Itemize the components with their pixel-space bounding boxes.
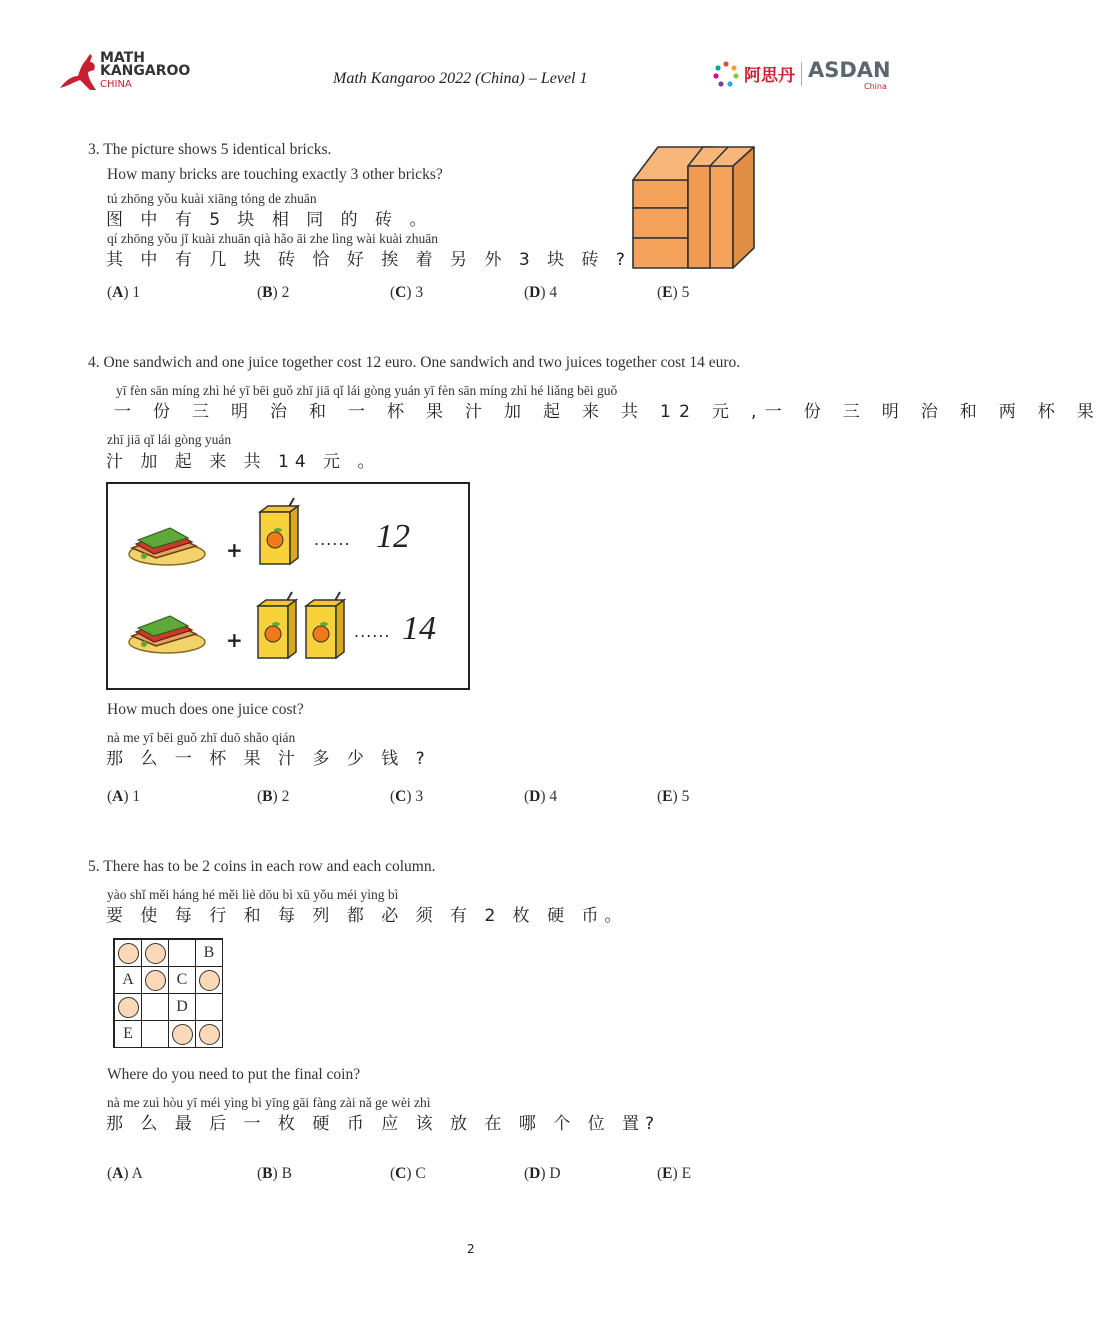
grid-cell-label: E bbox=[114, 1020, 142, 1048]
q5-text: 5. There has to be 2 coins in each row and each column. bbox=[88, 858, 436, 875]
q4-chinese-2: 汁 加 起 来 共 14 元 。 bbox=[106, 452, 381, 472]
q5-option-b[interactable]: (B) B bbox=[257, 1165, 292, 1182]
grid-cell bbox=[168, 939, 196, 967]
price-row-1: 12 bbox=[376, 518, 410, 555]
brick bbox=[633, 208, 688, 238]
juice-box-icon bbox=[256, 498, 302, 568]
q5-option-a[interactable]: (A) A bbox=[107, 1165, 143, 1182]
q4-chinese-1: 一 份 三 明 治 和 一 杯 果 汁 加 起 来 共 12 元 ,一 份 三 明 治 和 两 杯 果 bbox=[114, 402, 1102, 422]
logo-text-kangaroo: KANGAROO bbox=[100, 63, 191, 79]
q4-pinyin-1: yī fèn sān míng zhì hé yī bēi guǒ zhī jiā qǐ lái gòng yuán yī fèn sān míng zhì hé liǎng bēi guǒ bbox=[116, 383, 618, 398]
q5-option-d[interactable]: (D) D bbox=[524, 1165, 561, 1182]
q4-option-e[interactable]: (E) 5 bbox=[657, 788, 690, 805]
q3-text: 3. The picture shows 5 identical bricks. bbox=[88, 141, 332, 158]
grid-cell bbox=[114, 939, 142, 967]
grid-cell bbox=[141, 966, 169, 994]
q3-pinyin-1: tú zhōng yǒu kuài xiāng tóng de zhuān bbox=[107, 191, 317, 206]
q3-option-a[interactable]: (A) 1 bbox=[107, 284, 141, 301]
q5-question: Where do you need to put the final coin? bbox=[107, 1066, 361, 1083]
brick bbox=[633, 180, 688, 208]
coin-icon bbox=[199, 1024, 220, 1045]
q5-option-e[interactable]: (E) E bbox=[657, 1165, 692, 1182]
math-kangaroo-logo bbox=[52, 50, 192, 94]
q5-option-c[interactable]: (C) C bbox=[390, 1165, 426, 1182]
q5-chinese-2: 那 么 最 后 一 枚 硬 币 应 该 放 在 哪 个 位 置? bbox=[106, 1114, 661, 1134]
page-header-title: Math Kangaroo 2022 (China) – Level 1 bbox=[333, 70, 588, 87]
logo-text-china: CHINA bbox=[100, 79, 132, 90]
q5-chinese-1: 要 使 每 行 和 每 列 都 必 须 有 2 枚 硬 币。 bbox=[106, 906, 628, 926]
dots-row-2: ...... bbox=[354, 622, 391, 641]
brick bbox=[688, 166, 710, 268]
q4-option-b[interactable]: (B) 2 bbox=[257, 788, 290, 805]
juice-box-icon bbox=[302, 592, 348, 662]
q4-option-a[interactable]: (A) 1 bbox=[107, 788, 141, 805]
asdan-flower-icon bbox=[712, 60, 740, 88]
plus-sign: + bbox=[226, 628, 243, 652]
asdan-logo bbox=[712, 58, 892, 94]
grid-cell bbox=[141, 993, 169, 1021]
q3-option-e[interactable]: (E) 5 bbox=[657, 284, 690, 301]
q3-option-c[interactable]: (C) 3 bbox=[390, 284, 424, 301]
coin-icon bbox=[172, 1024, 193, 1045]
price-row-2: 14 bbox=[402, 610, 436, 647]
logo-text-math: MATH bbox=[100, 50, 145, 66]
grid-cell bbox=[195, 993, 223, 1021]
q4-option-c[interactable]: (C) 3 bbox=[390, 788, 424, 805]
q4-chinese-3: 那 么 一 杯 果 汁 多 少 钱 ? bbox=[106, 749, 431, 769]
q3-chinese-1: 图 中 有 5 块 相 同 的 砖 。 bbox=[106, 210, 433, 230]
brick bbox=[633, 238, 688, 268]
q5-pinyin-1: yào shǐ měi háng hé měi liè dōu bì xū yǒu méi yìng bì bbox=[107, 887, 399, 902]
plus-sign: + bbox=[226, 538, 243, 562]
coin-grid bbox=[113, 938, 223, 1048]
q4-text: 4. One sandwich and one juice together cost 12 euro. One sandwich and two juices together cost 14 euro. bbox=[88, 354, 741, 371]
asdan-logo-en: ASDAN bbox=[808, 58, 891, 82]
coin-icon bbox=[145, 943, 166, 964]
grid-cell bbox=[195, 966, 223, 994]
q3-option-b[interactable]: (B) 2 bbox=[257, 284, 290, 301]
asdan-logo-sub: China bbox=[864, 82, 887, 91]
page-number: 2 bbox=[467, 1242, 475, 1256]
asdan-logo-cn: 阿思丹 bbox=[744, 66, 795, 86]
juice-box-icon bbox=[254, 592, 300, 662]
q4-option-d[interactable]: (D) 4 bbox=[524, 788, 558, 805]
q3-option-d[interactable]: (D) 4 bbox=[524, 284, 558, 301]
grid-cell bbox=[141, 1020, 169, 1048]
q4-pinyin-2: zhī jiā qǐ lái gòng yuán bbox=[107, 432, 232, 447]
q5-pinyin-2: nà me zuì hòu yī méi yìng bì yīng gāi fàng zài nǎ ge wèi zhì bbox=[107, 1095, 431, 1110]
grid-cell-label: C bbox=[168, 966, 196, 994]
coin-icon bbox=[118, 997, 139, 1018]
sandwich-icon bbox=[126, 524, 208, 568]
grid-cell-label: A bbox=[114, 966, 142, 994]
grid-cell bbox=[195, 1020, 223, 1048]
q4-question: How much does one juice cost? bbox=[107, 701, 304, 718]
grid-cell bbox=[141, 939, 169, 967]
q3-pinyin-2: qí zhōng yǒu jǐ kuài zhuān qià hǎo āi zhe lìng wài kuài zhuān bbox=[107, 231, 439, 246]
grid-cell-label: D bbox=[168, 993, 196, 1021]
q3-question: How many bricks are touching exactly 3 other bricks? bbox=[107, 166, 443, 183]
sandwich-juice-figure bbox=[106, 482, 470, 690]
kangaroo-icon bbox=[52, 50, 100, 94]
q4-pinyin-3: nà me yī bēi guǒ zhī duō shǎo qián bbox=[107, 730, 296, 745]
bricks-figure bbox=[630, 144, 760, 270]
q3-chinese-2: 其 中 有 几 块 砖 恰 好 挨 着 另 外 3 块 砖 ? bbox=[106, 250, 631, 270]
coin-icon bbox=[118, 943, 139, 964]
grid-cell bbox=[168, 1020, 196, 1048]
sandwich-icon bbox=[126, 612, 208, 656]
grid-cell-label: B bbox=[195, 939, 223, 967]
grid-cell bbox=[114, 993, 142, 1021]
coin-icon bbox=[199, 970, 220, 991]
coin-icon bbox=[145, 970, 166, 991]
dots-row-1: ...... bbox=[314, 530, 351, 549]
